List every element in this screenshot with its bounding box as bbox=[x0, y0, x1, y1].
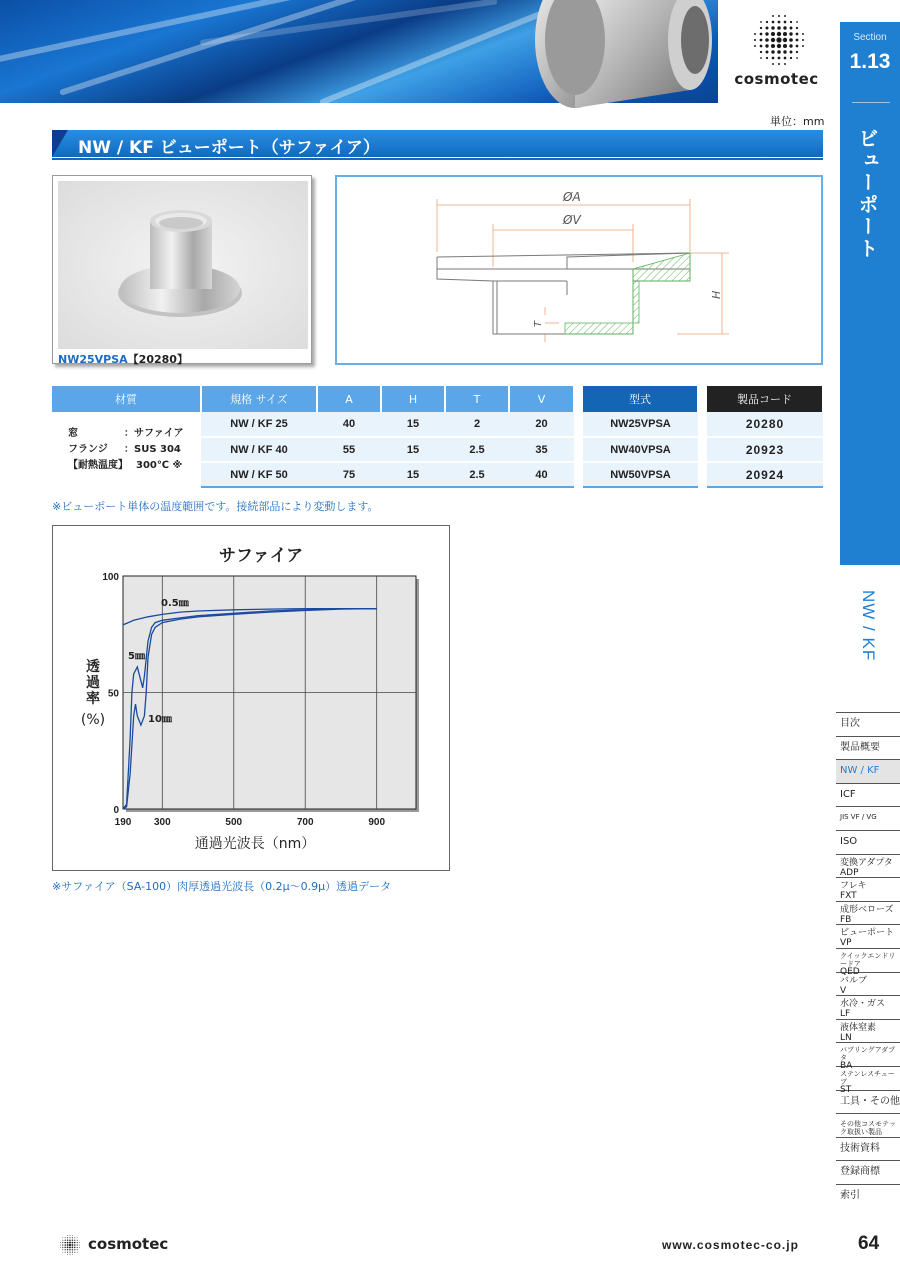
dim-t-label: T bbox=[533, 320, 544, 327]
page-number: 64 bbox=[858, 1233, 880, 1254]
nav-item-code: ADP bbox=[840, 867, 859, 878]
nav-item-code: FXT bbox=[840, 891, 857, 902]
chart-svg bbox=[53, 526, 449, 870]
nav-item[interactable] bbox=[836, 877, 900, 901]
nav-item-label: 液体窒素 bbox=[840, 1022, 877, 1033]
cell-code: 20924 bbox=[707, 462, 823, 487]
nav-item-label: 目次 bbox=[840, 718, 860, 729]
banner-streak bbox=[0, 0, 391, 66]
chart-ylabel-unit: (%) bbox=[80, 712, 106, 728]
col-size: 規格 サイズ bbox=[201, 386, 317, 412]
model-table bbox=[583, 386, 699, 488]
nav-item[interactable] bbox=[836, 759, 900, 783]
nav-item-label: ビューポート bbox=[840, 928, 895, 939]
section-tab bbox=[840, 0, 900, 565]
nav-item-code: LF bbox=[840, 1009, 851, 1020]
chart-ylabel-char: 率 bbox=[86, 691, 100, 707]
y-tick-label: 50 bbox=[107, 688, 119, 700]
drawing-svg bbox=[337, 177, 821, 363]
nav-item-label: 水冷・ガス bbox=[840, 999, 886, 1010]
product-photo bbox=[58, 181, 308, 349]
nav-item-label: ICF bbox=[840, 788, 856, 800]
footer-logo-text: cosmotec bbox=[88, 1235, 169, 1253]
nav-item[interactable] bbox=[836, 1184, 900, 1208]
nav-item-label: その他コスモテック取扱い製品 bbox=[840, 1120, 896, 1137]
series-annotation: 10㎜ bbox=[148, 714, 172, 725]
nav-item-code: FB bbox=[840, 914, 852, 925]
cell-v: 40 bbox=[509, 462, 574, 487]
x-tick-label: 700 bbox=[296, 817, 314, 828]
col-v: V bbox=[509, 386, 574, 412]
nav-item-label: 索引 bbox=[840, 1189, 860, 1201]
nav-item-code: QED bbox=[840, 966, 860, 977]
brand-logo bbox=[718, 0, 835, 103]
x-tick-label: 300 bbox=[153, 817, 171, 828]
title-bar bbox=[52, 130, 823, 157]
chart-note: ※サファイア（SA-100）肉厚透過光波長（0.2μ〜0.9μ）透過データ bbox=[52, 880, 392, 893]
footer-url[interactable]: www.cosmotec-co.jp bbox=[662, 1238, 799, 1252]
index-nav bbox=[836, 712, 900, 1207]
col-model: 型式 bbox=[583, 386, 698, 412]
dim-v-label: ØV bbox=[563, 213, 581, 227]
cell-a: 55 bbox=[317, 437, 381, 462]
side-category: NW / KF bbox=[859, 590, 878, 662]
viewport-photo-image bbox=[58, 181, 308, 349]
cell-model: NW50VPSA bbox=[583, 462, 698, 487]
dim-h-label: H bbox=[710, 290, 723, 299]
nav-item-label: NW / KF bbox=[840, 765, 880, 777]
header-banner bbox=[0, 0, 745, 103]
nav-item-label: ISO bbox=[840, 835, 858, 847]
nav-item[interactable] bbox=[836, 1113, 900, 1137]
cell-t: 2.5 bbox=[445, 437, 509, 462]
cell-v: 20 bbox=[509, 412, 574, 437]
cell-h: 15 bbox=[381, 412, 445, 437]
transmittance-chart bbox=[52, 525, 450, 871]
dim-a-label: ØA bbox=[563, 190, 581, 204]
nav-item[interactable] bbox=[836, 712, 900, 736]
chart-title: サファイア bbox=[218, 546, 304, 566]
cell-t: 2.5 bbox=[445, 462, 509, 487]
x-tick-label: 900 bbox=[368, 817, 386, 828]
cell-v: 35 bbox=[509, 437, 574, 462]
nav-item[interactable] bbox=[836, 736, 900, 760]
cell-size: NW / KF 40 bbox=[201, 437, 317, 462]
nav-item[interactable] bbox=[836, 901, 900, 925]
unit-label: 単位：mm bbox=[770, 115, 825, 128]
nav-item[interactable] bbox=[836, 972, 900, 996]
cell-size: NW / KF 50 bbox=[201, 462, 317, 487]
section-vertical-title: ビューポート bbox=[855, 128, 879, 260]
footer-logo-icon bbox=[57, 1234, 83, 1256]
photo-caption bbox=[58, 351, 188, 367]
cell-a: 40 bbox=[317, 412, 381, 437]
nav-item-code: VP bbox=[840, 938, 852, 949]
x-tick-label: 500 bbox=[225, 817, 243, 828]
photo-code: 【20280】 bbox=[127, 353, 188, 366]
product-photo-frame bbox=[52, 175, 312, 364]
nav-item[interactable] bbox=[836, 783, 900, 807]
nav-item-code: V bbox=[840, 985, 847, 996]
section-label: Section bbox=[853, 32, 887, 43]
logo-dots-icon bbox=[751, 12, 807, 68]
series-annotation: 5㎜ bbox=[128, 651, 145, 662]
material-cell: 窓 ：サファイア フランジ ：SUS 304 【耐熱温度】 300℃ ※ bbox=[52, 412, 201, 487]
cell-h: 15 bbox=[381, 462, 445, 487]
cell-a: 75 bbox=[317, 462, 381, 487]
nav-item[interactable] bbox=[836, 1042, 900, 1072]
y-tick-label: 0 bbox=[113, 805, 119, 816]
nav-item-label: 技術資料 bbox=[840, 1142, 880, 1154]
nav-item-code: ST bbox=[840, 1084, 852, 1095]
nav-item-label: バブリングアダプタ bbox=[840, 1046, 896, 1063]
nav-item[interactable] bbox=[836, 1160, 900, 1184]
nav-item-label: JIS VF / VG bbox=[840, 813, 877, 822]
nav-item-code: LN bbox=[840, 1032, 852, 1043]
nav-item-code: BA bbox=[840, 1061, 853, 1072]
nav-item[interactable] bbox=[836, 830, 900, 854]
y-tick-label: 100 bbox=[102, 572, 119, 583]
nav-item-label: クイックエンドリードア bbox=[840, 951, 896, 968]
page-title: NW / KF ビューポート（サファイア） bbox=[78, 138, 380, 158]
col-material: 材質 bbox=[52, 386, 201, 412]
nav-item[interactable] bbox=[836, 1066, 900, 1095]
photo-model: NW25VPSA bbox=[58, 353, 128, 366]
col-t: T bbox=[445, 386, 509, 412]
cell-model: NW25VPSA bbox=[583, 412, 698, 437]
chart-xlabel: 通過光波長（nm） bbox=[194, 836, 316, 852]
nav-item-label: 製品概要 bbox=[840, 741, 880, 753]
nav-item-label: フレキ bbox=[840, 881, 867, 892]
chart-ylabel-char: 過 bbox=[86, 675, 100, 691]
nav-item[interactable] bbox=[836, 1019, 900, 1043]
nav-item-label: 工具・その他 bbox=[840, 1095, 900, 1107]
cell-size: NW / KF 25 bbox=[201, 412, 317, 437]
nav-item-label: 変換アダプタ bbox=[840, 857, 893, 868]
nav-item-label: バルブ bbox=[840, 975, 868, 986]
nav-item[interactable] bbox=[836, 854, 900, 878]
series-annotation: 0.5㎜ bbox=[161, 598, 189, 609]
cell-t: 2 bbox=[445, 412, 509, 437]
cell-code: 20923 bbox=[707, 437, 823, 462]
x-tick-label: 190 bbox=[114, 817, 132, 828]
logo-text: cosmotec bbox=[734, 70, 819, 88]
col-code: 製品コード bbox=[707, 386, 823, 412]
technical-drawing bbox=[335, 175, 823, 365]
nav-item[interactable] bbox=[836, 948, 900, 977]
chart-ylabel-char: 透 bbox=[86, 659, 100, 675]
nav-item[interactable] bbox=[836, 924, 900, 948]
section-number: 1.13 bbox=[849, 50, 891, 73]
col-a: A bbox=[317, 386, 381, 412]
nav-item-label: 登録商標 bbox=[840, 1166, 880, 1178]
nav-item[interactable] bbox=[836, 806, 900, 830]
nav-item-label: ステンレスチューブ bbox=[840, 1069, 895, 1086]
cell-h: 15 bbox=[381, 437, 445, 462]
spec-table bbox=[52, 386, 575, 488]
nav-item-label: 成形ベローズ bbox=[840, 904, 894, 915]
nav-item[interactable] bbox=[836, 1137, 900, 1161]
code-table bbox=[707, 386, 824, 488]
temperature-note: ※ビューポート単体の温度範囲です。接続部品により変動します。 bbox=[52, 500, 379, 513]
nav-item[interactable] bbox=[836, 995, 900, 1019]
cell-model: NW40VPSA bbox=[583, 437, 698, 462]
cell-code: 20280 bbox=[707, 412, 823, 437]
col-h: H bbox=[381, 386, 445, 412]
